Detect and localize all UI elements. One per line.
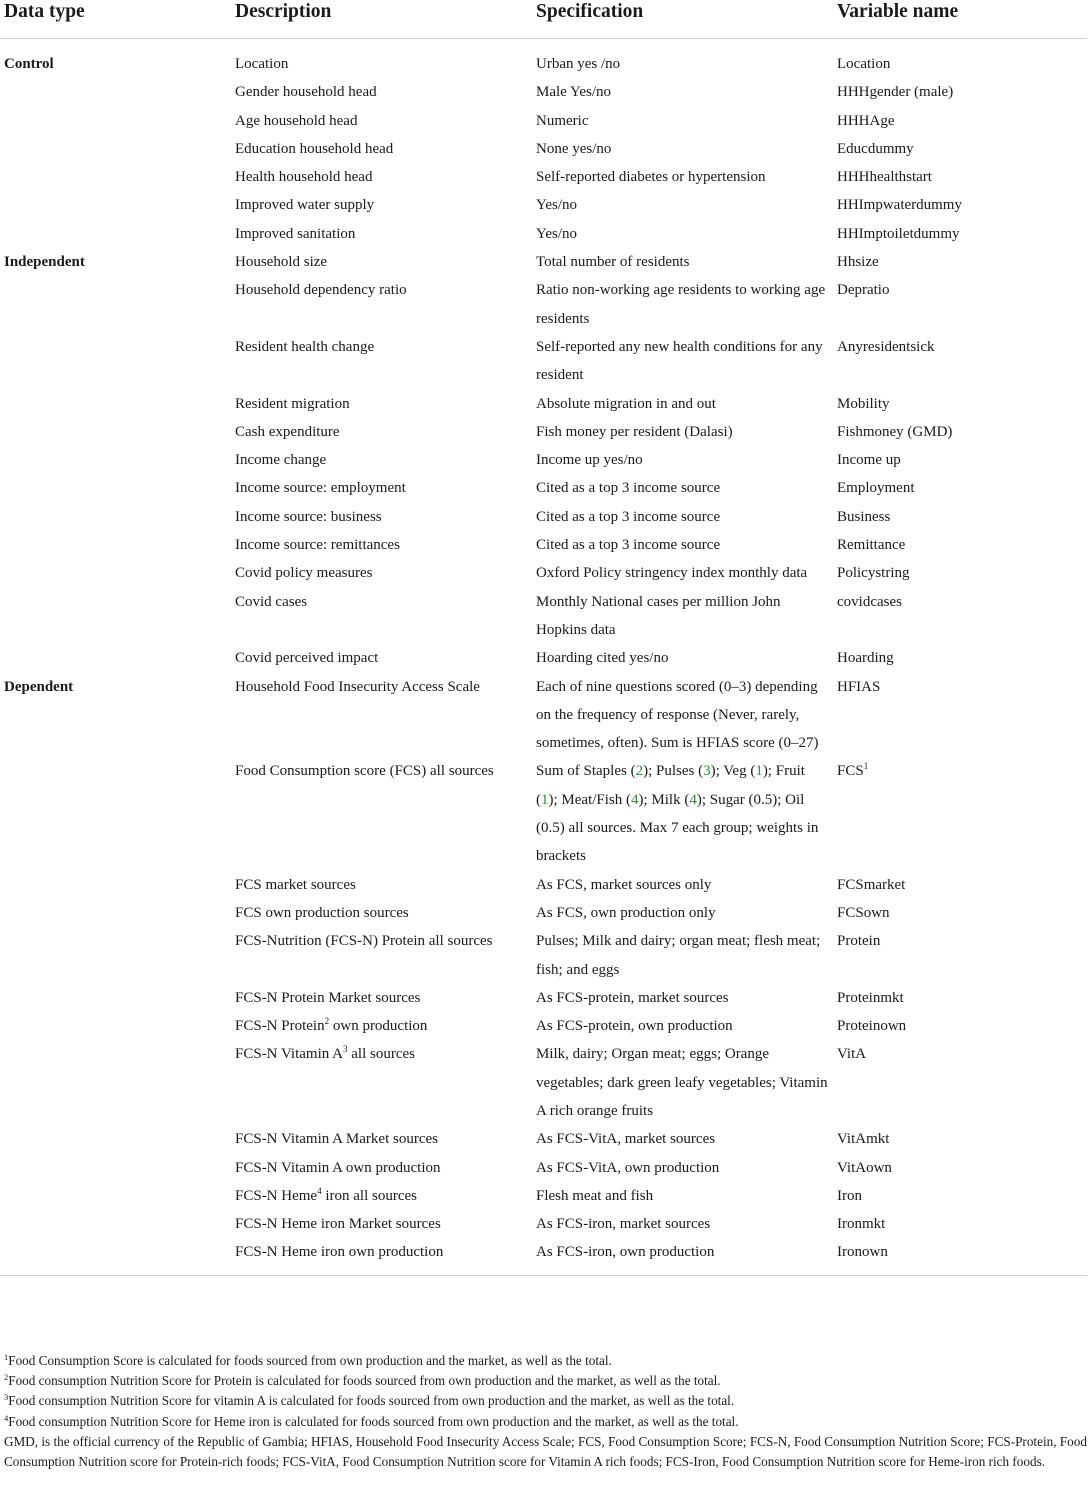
cell-variable-name: VitAmkt	[837, 1131, 890, 1148]
table-row	[0, 474, 1087, 502]
footnote-text: Food consumption Nutrition Score for Protein is calculated for foods sourced from own production and the market, as well as the total.	[8, 1373, 721, 1389]
cell-specification: As FCS-protein, own production	[536, 1018, 733, 1035]
cell-specification: Monthly National cases per million John Hopkins data	[536, 593, 781, 638]
cell-variable-name: Business	[837, 508, 891, 525]
cell-description: Household dependency ratio	[235, 282, 407, 299]
weight-reference: 4	[631, 791, 639, 808]
footnote-text: Food consumption Nutrition Score for vitamin A is calculated for foods sourced from own production and the market, as well as the total.	[8, 1393, 735, 1409]
cell-variable-name: covidcases	[837, 593, 902, 610]
cell-description: Household size	[235, 254, 328, 271]
footnote-ref: 2	[324, 1016, 330, 1027]
cell-variable-name: Proteinmkt	[837, 989, 904, 1006]
table-row	[0, 39, 1087, 79]
cell-specification: Self-reported diabetes or hypertension	[536, 169, 766, 186]
table-row	[0, 1125, 1087, 1153]
cell-description: Covid policy measures	[235, 565, 373, 582]
cell-variable-name: Proteinown	[837, 1018, 907, 1035]
cell-specification: As FCS-VitA, own production	[536, 1159, 720, 1176]
cell-variable-name: Depratio	[837, 282, 890, 299]
weight-reference: 1	[541, 791, 549, 808]
variable-text: FCS	[837, 763, 864, 780]
table-row	[0, 107, 1087, 135]
cell-variable-name: Hoarding	[837, 650, 894, 667]
cell-data-type	[0, 1040, 230, 1125]
cell-data-type	[0, 474, 230, 502]
cell-data-type	[0, 191, 230, 219]
cell-variable-name: Location	[837, 56, 891, 72]
cell-specification: Oxford Policy stringency index monthly data	[536, 565, 808, 582]
cell-specification	[531, 757, 832, 870]
header-row	[0, 0, 1087, 39]
cell-data-type: Independent	[4, 254, 85, 271]
specification-text: ); Sugar (0.5); Oil (0.5) all sources. Max 7 each group; weights in brackets	[536, 791, 819, 865]
specification-text: ); Fruit (	[536, 763, 805, 808]
cell-data-type: Control	[4, 56, 54, 72]
cell-description: Food Consumption score (FCS) all sources	[235, 763, 494, 780]
cell-description: FCS-N Vitamin A Market sources	[235, 1131, 438, 1148]
cell-description	[230, 1012, 531, 1040]
cell-data-type	[0, 984, 230, 1012]
footnote-ref: 4	[317, 1185, 322, 1196]
cell-specification: None yes/no	[536, 140, 612, 157]
cell-variable-name: Fishmoney (GMD)	[837, 423, 953, 440]
weight-reference: 1	[755, 763, 763, 780]
specification-text: ); Veg (	[710, 763, 756, 780]
cell-variable-name: HHHgender (male)	[837, 84, 954, 101]
table-row	[0, 191, 1087, 219]
table-row	[0, 673, 1087, 758]
cell-description: Income source: remittances	[235, 537, 400, 554]
cell-variable-name	[832, 757, 1087, 870]
cell-specification: As FCS, market sources only	[536, 876, 712, 893]
cell-specification: Yes/no	[536, 225, 577, 242]
description-text: all sources	[347, 1046, 415, 1063]
table-row	[0, 248, 1087, 276]
cell-description	[230, 1040, 531, 1125]
cell-description: Household Food Insecurity Access Scale	[235, 678, 480, 695]
cell-data-type	[0, 871, 230, 899]
cell-variable-name: VitAown	[837, 1159, 892, 1176]
cell-data-type	[0, 333, 230, 390]
cell-variable-name: Ironmkt	[837, 1216, 886, 1233]
header-description: Description	[230, 0, 531, 39]
cell-specification: As FCS-protein, market sources	[536, 989, 729, 1006]
cell-specification: Yes/no	[536, 197, 577, 214]
table-row	[0, 220, 1087, 248]
table-row	[0, 757, 1087, 870]
cell-description	[230, 1182, 531, 1210]
cell-data-type	[0, 1125, 230, 1153]
specification-text: ); Meat/Fish (	[548, 791, 631, 808]
cell-specification: Male Yes/no	[536, 84, 612, 101]
cell-description: Improved sanitation	[235, 225, 356, 242]
table-row	[0, 559, 1087, 587]
cell-description: Income change	[235, 452, 327, 469]
description-text: FCS-N Heme	[235, 1187, 318, 1204]
table-row	[0, 1182, 1087, 1210]
cell-description: Resident health change	[235, 338, 375, 355]
cell-data-type	[0, 1238, 230, 1275]
cell-specification: Cited as a top 3 income source	[536, 480, 721, 497]
cell-variable-name: HHImpwaterdummy	[837, 197, 962, 214]
cell-data-type	[0, 276, 230, 333]
cell-specification: Pulses; Milk and dairy; organ meat; flesh meat; fish; and eggs	[536, 933, 821, 978]
cell-specification: Urban yes /no	[536, 56, 621, 72]
cell-specification: Flesh meat and fish	[536, 1187, 654, 1204]
cell-variable-name: Ironown	[832, 1238, 1087, 1275]
cell-data-type	[0, 1210, 230, 1238]
cell-variable-name: Remittance	[837, 537, 906, 554]
cell-variable-name: Anyresidentsick	[837, 338, 935, 355]
cell-description: Income source: employment	[235, 480, 406, 497]
footnote	[4, 1391, 1087, 1411]
table-row	[0, 1040, 1087, 1125]
table-row	[0, 135, 1087, 163]
cell-specification: Numeric	[536, 112, 589, 129]
cell-description: FCS-Nutrition (FCS-N) Protein all sources	[235, 933, 493, 950]
footnote-text: Food consumption Nutrition Score for Heme iron is calculated for foods sourced from own production and the market, as well as the total.	[8, 1413, 739, 1429]
cell-variable-name: HHHhealthstart	[837, 169, 932, 186]
cell-data-type	[0, 220, 230, 248]
cell-specification: Self-reported any new health conditions for any resident	[536, 338, 823, 384]
table-row	[0, 1238, 1087, 1275]
cell-description: Resident migration	[235, 395, 350, 412]
cell-description: Income source: business	[235, 508, 382, 525]
cell-specification: As FCS, own production only	[536, 904, 716, 921]
table-row	[0, 984, 1087, 1012]
cell-variable-name: HHHAge	[837, 112, 895, 129]
cell-specification: Total number of residents	[536, 254, 690, 271]
table-row	[0, 927, 1087, 984]
cell-specification: Ratio non-working age residents to working age residents	[536, 282, 826, 327]
cell-data-type	[0, 1182, 230, 1210]
cell-description: Covid perceived impact	[235, 650, 379, 667]
cell-data-type	[0, 644, 230, 672]
cell-variable-name: Employment	[837, 480, 915, 497]
cell-specification: As FCS-iron, own production	[531, 1238, 832, 1275]
footnote-ref: 3	[343, 1044, 348, 1055]
weight-reference: 3	[703, 763, 711, 780]
cell-variable-name: HHImptoiletdummy	[837, 225, 960, 242]
cell-variable-name: VitA	[837, 1046, 867, 1063]
cell-data-type	[0, 899, 230, 927]
weight-reference: 4	[689, 791, 697, 808]
cell-variable-name: Policystring	[837, 565, 910, 582]
cell-variable-name: FCSown	[837, 904, 890, 921]
table-row	[0, 446, 1087, 474]
cell-data-type	[0, 107, 230, 135]
cell-specification: Milk, dairy; Organ meat; eggs; Orange vegetables; dark green leafy vegetables; Vitamin A rich orange fruits	[536, 1046, 828, 1119]
cell-description: Location	[235, 56, 289, 72]
table-header	[0, 0, 1087, 39]
table-row	[0, 588, 1087, 645]
header-variable-name: Variable name	[832, 0, 1087, 39]
cell-data-type	[0, 163, 230, 191]
footnote	[4, 1351, 1087, 1371]
cell-specification: As FCS-VitA, market sources	[536, 1131, 716, 1148]
cell-variable-name: Educdummy	[837, 140, 914, 157]
cell-variable-name: Iron	[837, 1187, 862, 1204]
weight-reference: 2	[635, 763, 644, 780]
specification-text: Sum of Staples (	[536, 763, 636, 780]
cell-data-type	[0, 757, 230, 870]
cell-description: Covid cases	[235, 593, 308, 610]
cell-variable-name: Mobility	[837, 395, 890, 412]
cell-data-type	[0, 418, 230, 446]
table-row	[0, 163, 1087, 191]
cell-data-type	[0, 135, 230, 163]
cell-specification: Cited as a top 3 income source	[536, 537, 721, 554]
table-row	[0, 276, 1087, 333]
footnote-mark: 3	[4, 1392, 9, 1403]
table-row	[0, 418, 1087, 446]
description-text: iron all sources	[321, 1187, 417, 1204]
cell-description: FCS market sources	[235, 876, 356, 893]
description-text: FCS-N Vitamin A	[235, 1046, 344, 1063]
cell-specification: Income up yes/no	[536, 452, 643, 469]
table-row	[0, 1012, 1087, 1040]
cell-specification: Hoarding cited yes/no	[536, 650, 669, 667]
abbreviations-note: GMD, is the official currency of the Republic of Gambia; HFIAS, Household Food Insecurity Access Scale; FCS, Food Consumption Score; FCS-N, Food Consumption Nutrition Score; FCS-Protein, Food Consumption Nutrition score for Protein-rich foods; FCS-VitA, Food Consumption Nutrition score for Vitamin A rich foods; FCS-Iron, Food Consumption Nutrition score for Heme-iron rich foods.	[4, 1433, 1087, 1470]
footnote-text: Food Consumption Score is calculated for foods sourced from own production and the market, as well as the total.	[8, 1353, 612, 1368]
cell-description: Health household head	[235, 169, 373, 186]
footnote	[4, 1371, 1087, 1391]
table-row	[0, 78, 1087, 106]
cell-description: Improved water supply	[235, 197, 375, 214]
cell-description: Education household head	[235, 140, 394, 157]
cell-specification: Fish money per resident (Dalasi)	[536, 423, 733, 440]
table-row	[0, 899, 1087, 927]
cell-description: FCS-N Vitamin A own production	[235, 1159, 441, 1176]
cell-data-type	[0, 1154, 230, 1182]
description-text: FCS-N Protein	[235, 1018, 325, 1035]
table-body	[0, 39, 1087, 1276]
table-row	[0, 644, 1087, 672]
table-row	[0, 871, 1087, 899]
cell-data-type	[0, 390, 230, 418]
cell-data-type	[0, 503, 230, 531]
cell-data-type	[0, 531, 230, 559]
footnote	[4, 1412, 1087, 1432]
table-row	[0, 531, 1087, 559]
table-row	[0, 1154, 1087, 1182]
header-data-type: Data type	[0, 0, 230, 39]
cell-variable-name: Protein	[837, 933, 881, 950]
description-text: own production	[329, 1018, 428, 1035]
cell-specification: Absolute migration in and out	[536, 395, 716, 412]
table-row	[0, 333, 1087, 390]
table-row	[0, 503, 1087, 531]
cell-variable-name: HFIAS	[837, 678, 881, 695]
cell-description: Age household head	[235, 112, 358, 129]
cell-description: FCS-N Heme iron Market sources	[235, 1216, 441, 1233]
footnote-ref: 1	[863, 761, 869, 772]
cell-variable-name: Hhsize	[837, 254, 879, 271]
specification-text: ); Milk (	[638, 791, 690, 808]
table-row	[0, 390, 1087, 418]
footnote-mark: 1	[4, 1352, 9, 1362]
cell-data-type	[0, 78, 230, 106]
cell-data-type	[0, 446, 230, 474]
header-specification: Specification	[531, 0, 832, 39]
cell-data-type: Dependent	[4, 678, 74, 695]
cell-description: Cash expenditure	[235, 423, 340, 440]
footnote-mark: 4	[4, 1412, 9, 1423]
specification-text: ); Pulses (	[643, 763, 704, 780]
cell-data-type	[0, 588, 230, 645]
cell-description: FCS own production sources	[235, 904, 409, 921]
cell-description: FCS-N Protein Market sources	[235, 989, 421, 1006]
cell-specification: Cited as a top 3 income source	[536, 508, 721, 525]
cell-variable-name: FCSmarket	[837, 876, 906, 893]
cell-description: Gender household head	[235, 84, 377, 101]
cell-variable-name: Income up	[837, 452, 901, 469]
cell-data-type	[0, 559, 230, 587]
cell-data-type	[0, 1012, 230, 1040]
cell-specification: Each of nine questions scored (0–3) depending on the frequency of response (Never, rarely, sometimes, often). Sum is HFIAS score (0–27)	[536, 678, 819, 752]
cell-specification: As FCS-iron, market sources	[536, 1216, 711, 1233]
cell-data-type	[0, 927, 230, 984]
table-row	[0, 1210, 1087, 1238]
table-footnotes	[4, 1351, 1087, 1472]
footnote-mark: 2	[4, 1372, 9, 1383]
cell-description: FCS-N Heme iron own production	[230, 1238, 531, 1275]
